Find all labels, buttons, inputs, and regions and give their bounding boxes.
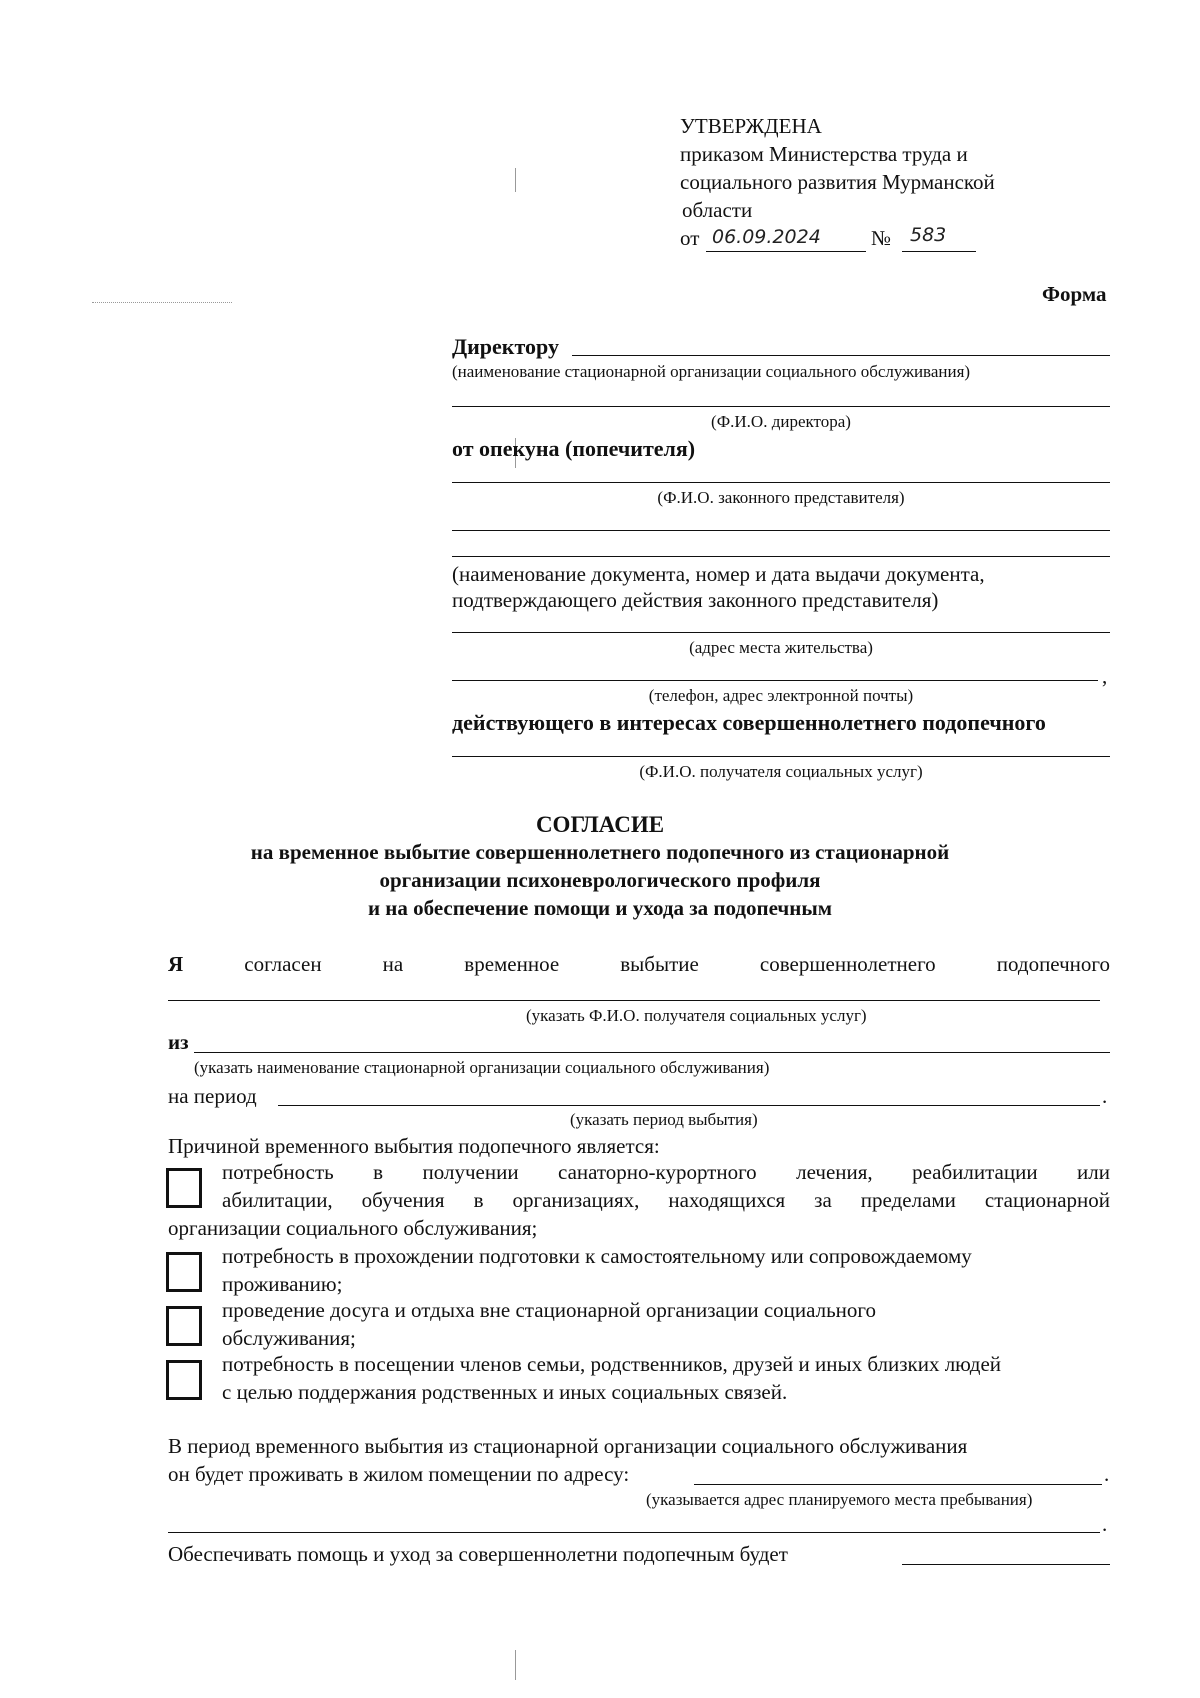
organization-caption: (указать наименование стационарной организации социального обслуживания)	[194, 1058, 770, 1077]
residence-address-field[interactable]	[694, 1484, 1102, 1485]
document-caption-2: подтверждающего действия законного представителя)	[452, 588, 939, 612]
ward-fio-caption: (указать Ф.И.О. получателя социальных услуг)	[526, 1006, 867, 1025]
reason-checkbox-3[interactable]	[166, 1306, 202, 1346]
document-field-2[interactable]	[452, 556, 1110, 557]
approval-line-3: области	[682, 198, 753, 222]
residence-line-2: он будет проживать в жилом помещении по адресу:	[168, 1462, 630, 1486]
reason-2-line-1: потребность в прохождении подготовки к самостоятельному или сопровождаемому	[222, 1244, 972, 1268]
consent-word: временное	[464, 952, 560, 976]
reason-4-line-2: с целью поддержания родственных и иных социальных связей.	[222, 1380, 788, 1404]
consent-word: согласен	[244, 952, 322, 976]
representative-caption: (Ф.И.О. законного представителя)	[657, 488, 905, 507]
consent-word: на	[382, 952, 404, 976]
document-field-1[interactable]	[452, 530, 1110, 531]
consent-word: Я	[168, 952, 184, 976]
reason-1-line-3: организации социального обслуживания;	[168, 1216, 538, 1240]
consent-word: совершеннолетнего	[759, 952, 936, 976]
approval-date-line	[706, 251, 866, 252]
residence-line-2-end: .	[1104, 1462, 1110, 1486]
period-caption: (указать период выбытия)	[570, 1110, 758, 1129]
residence-address-field-2[interactable]	[168, 1532, 1100, 1533]
address-caption: (адрес места жительства)	[689, 638, 873, 657]
ward-fio-field[interactable]	[168, 1000, 1100, 1001]
consent-word: подопечного	[996, 952, 1110, 976]
scan-mark	[92, 302, 232, 303]
from-guardian: от опекуна (попечителя)	[452, 436, 696, 461]
document-caption-1: (наименование документа, номер и дата выдачи документа,	[452, 562, 985, 586]
scan-mark	[515, 168, 516, 192]
reason-1-line-2: абилитации, обучения в организациях, находящихся за пределами стационарной	[222, 1188, 1110, 1212]
org-caption: (наименование стационарной организации социального обслуживания)	[452, 362, 971, 381]
period-label: на период	[168, 1084, 257, 1108]
reason-3-line-2: обслуживания;	[222, 1326, 356, 1350]
reason-checkbox-1[interactable]	[166, 1168, 202, 1208]
acting-text: действующего в интересах совершеннолетнего подопечного	[452, 710, 1046, 735]
director-label: Директору	[452, 334, 559, 359]
residence-line-1: В период временного выбытия из стационарной организации социального обслуживания	[168, 1434, 968, 1458]
residence-caption: (указывается адрес планируемого места пребывания)	[646, 1490, 1033, 1509]
representative-field[interactable]	[452, 482, 1110, 483]
contact-caption: (телефон, адрес электронной почты)	[648, 686, 914, 705]
approval-line-1: приказом Министерства труда и	[680, 142, 968, 166]
recipient-field[interactable]	[452, 756, 1110, 757]
recipient-caption: (Ф.И.О. получателя социальных услуг)	[639, 762, 923, 781]
scan-mark	[515, 1650, 516, 1680]
contact-field[interactable]	[452, 680, 1098, 681]
residence-line-3-end: .	[1102, 1512, 1108, 1536]
approval-number-line	[902, 251, 976, 252]
care-field[interactable]	[902, 1564, 1110, 1565]
director-field[interactable]	[572, 355, 1110, 356]
approval-from-label: от	[680, 226, 700, 250]
reason-checkbox-2[interactable]	[166, 1252, 202, 1292]
consent-subtitle-2: организации психоневрологического профиля	[379, 868, 821, 892]
consent-word: выбытие	[620, 952, 699, 976]
organization-field[interactable]	[194, 1052, 1110, 1053]
consent-subtitle-1: на временное выбытие совершеннолетнего подопечного из стационарной	[250, 840, 950, 864]
address-field[interactable]	[452, 632, 1110, 633]
period-end: .	[1102, 1084, 1108, 1108]
contact-comma: ,	[1102, 664, 1108, 688]
reason-2-line-2: проживанию;	[222, 1272, 343, 1296]
from-label: из	[168, 1030, 189, 1054]
care-text: Обеспечивать помощь и уход за совершеннолетни подопечным будет	[168, 1542, 788, 1566]
reason-3-line-1: проведение досуга и отдыха вне стационарной организации социального	[222, 1298, 877, 1322]
consent-sentence	[168, 952, 1110, 977]
director-caption: (Ф.И.О. директора)	[711, 412, 851, 431]
reason-checkbox-4[interactable]	[166, 1360, 202, 1400]
period-field[interactable]	[278, 1105, 1100, 1106]
form-label: Форма	[1042, 282, 1107, 306]
consent-subtitle-3: и на обеспечение помощи и ухода за подопечным	[367, 896, 833, 920]
consent-title: СОГЛАСИЕ	[535, 812, 665, 837]
reason-intro: Причиной временного выбытия подопечного является:	[168, 1134, 660, 1158]
approval-title: УТВЕРЖДЕНА	[680, 114, 822, 138]
approval-number-label: №	[871, 226, 892, 250]
reason-4-line-1: потребность в посещении членов семьи, родственников, друзей и иных близких людей	[222, 1352, 1002, 1376]
director-fio-field[interactable]	[452, 406, 1110, 407]
approval-line-2: социального развития Мурманской	[680, 170, 995, 194]
approval-number: 583	[910, 224, 947, 246]
approval-date: 06.09.2024	[712, 226, 821, 248]
reason-1-line-1: потребность в получении санаторно-курортного лечения, реабилитации или	[222, 1160, 1110, 1184]
